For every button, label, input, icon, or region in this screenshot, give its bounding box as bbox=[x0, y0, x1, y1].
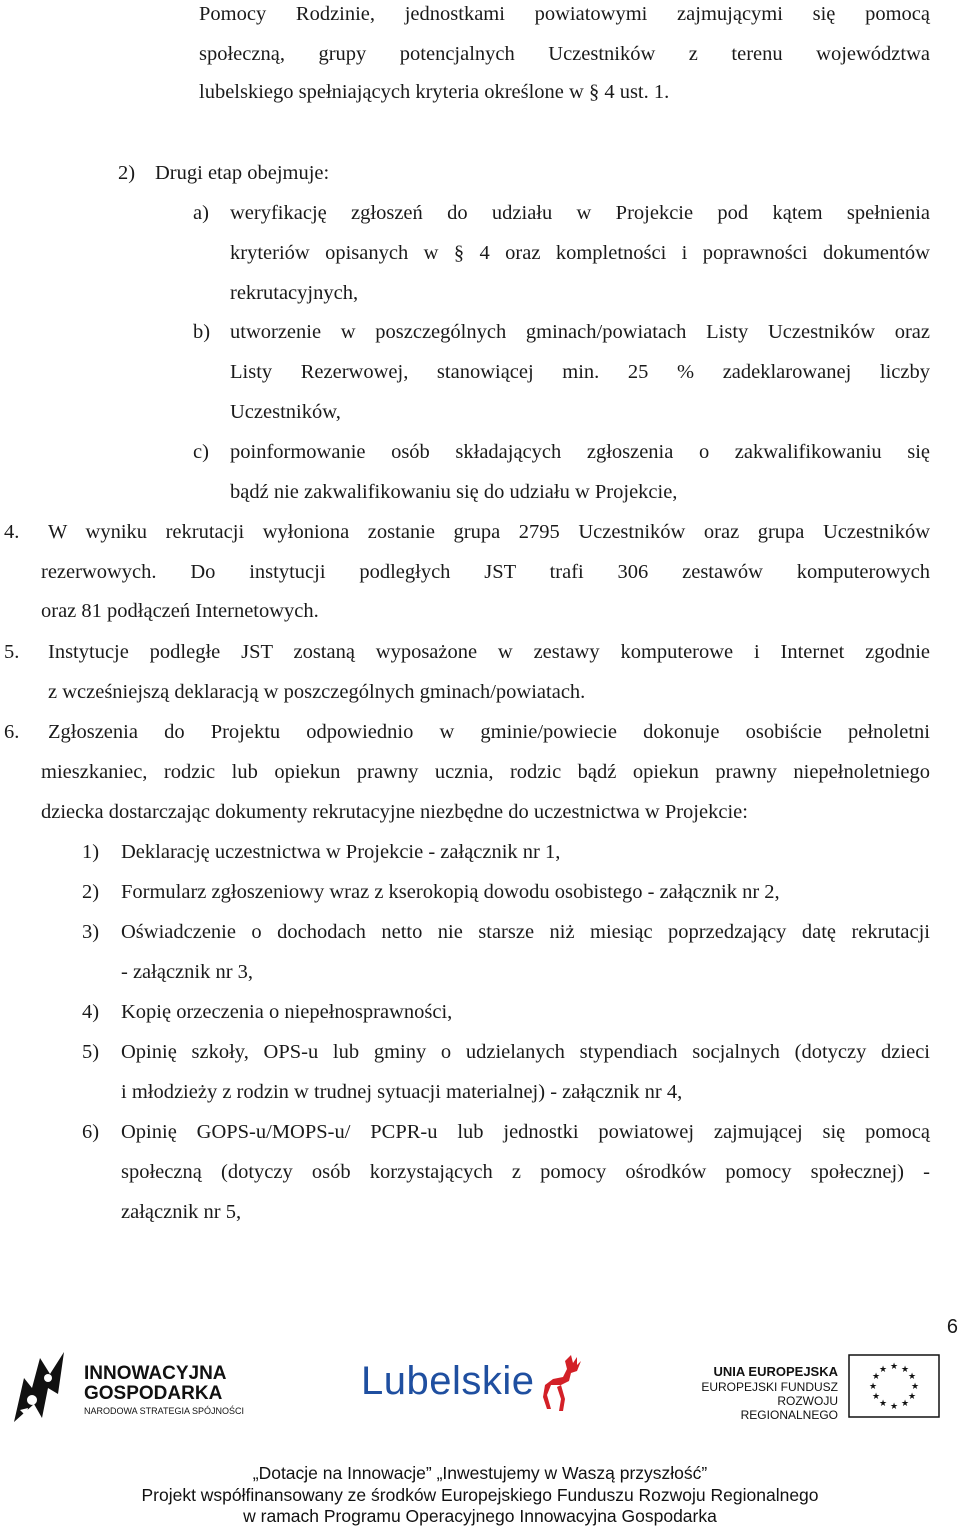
text-line: Oświadczenie o dochodach netto nie starsze niż miesiąc poprzedzający datę rekrutacji bbox=[121, 921, 930, 943]
eu-line2: EUROPEJSKI FUNDUSZ bbox=[701, 1380, 838, 1394]
text-line: W wyniku rekrutacji wyłoniona zostanie grupa 2795 Uczestników oraz grupa Uczestników bbox=[48, 521, 930, 543]
list-letter: c) bbox=[193, 441, 209, 463]
text-line: rekrutacyjnych, bbox=[230, 282, 359, 304]
page-number: 6 bbox=[946, 1316, 958, 1338]
text-line: i młodzieży z rodzin w trudnej sytuacji materialnej) - załącznik nr 4, bbox=[121, 1081, 683, 1103]
text-line: załącznik nr 5, bbox=[121, 1201, 242, 1223]
text-line: utworzenie w poszczególnych gminach/powiatach Listy Uczestników oraz bbox=[230, 321, 930, 343]
text-line: mieszkaniec, rodzic lub opiekun prawny ucznia, rodzic bądź opiekun prawny niepełnoletniego bbox=[41, 761, 930, 783]
list-number: 5. bbox=[4, 641, 20, 663]
svg-text:★: ★ bbox=[907, 1372, 917, 1382]
text-line: Deklarację uczestnictwa w Projekcie - załącznik nr 1, bbox=[121, 841, 561, 863]
eu-line1: UNIA EUROPEJSKA bbox=[713, 1364, 838, 1379]
svg-text:★: ★ bbox=[900, 1365, 910, 1375]
eu-logo bbox=[680, 1350, 950, 1430]
text-line: - załącznik nr 3, bbox=[121, 961, 254, 983]
text-line: poinformowanie osób składających zgłoszenia o zakwalifikowaniu się bbox=[230, 441, 930, 463]
footer-line3: w ramach Programu Operacyjnego Innowacyjna Gospodarka bbox=[243, 1506, 717, 1526]
footer-line1: „Dotacje na Innowacje” „Inwestujemy w Waszą przyszłość” bbox=[252, 1463, 708, 1483]
eu-line3: ROZWOJU REGIONALNEGO bbox=[740, 1394, 838, 1422]
eu-flag-icon bbox=[848, 1354, 940, 1418]
text-line: Listy Rezerwowej, stanowiącej min. 25 % zadeklarowanej liczby bbox=[230, 361, 930, 383]
list-number: 2) bbox=[82, 881, 100, 903]
list-number: 6. bbox=[4, 721, 20, 743]
svg-text:★: ★ bbox=[889, 1362, 899, 1372]
svg-text:★: ★ bbox=[907, 1392, 917, 1402]
list-number: 2) bbox=[118, 162, 136, 184]
ig-emblem-icon bbox=[10, 1348, 68, 1426]
lubelskie-logo bbox=[345, 1345, 595, 1425]
innowacyjna-gospodarka-logo bbox=[6, 1346, 256, 1426]
ig-subtitle: NARODOWA STRATEGIA SPÓJNOŚCI bbox=[84, 1406, 245, 1416]
svg-text:★: ★ bbox=[878, 1399, 888, 1409]
svg-text:★: ★ bbox=[878, 1365, 888, 1375]
list-number: 4) bbox=[82, 1001, 100, 1023]
text-line: rezerwowych. Do instytucji podległych JST trafi 306 zestawów komputerowych bbox=[41, 561, 930, 583]
text-line: społeczną, grupy potencjalnych Uczestników z terenu województwa bbox=[199, 43, 930, 65]
text-line: Zgłoszenia do Projektu odpowiednio w gminie/powiecie dokonuje osobiście pełnoletni bbox=[48, 721, 930, 743]
svg-text:★: ★ bbox=[868, 1382, 878, 1392]
list-number: 3) bbox=[82, 921, 100, 943]
text-line: weryfikację zgłoszeń do udziału w Projekcie pod kątem spełnienia bbox=[230, 202, 930, 224]
section-heading: Drugi etap obejmuje: bbox=[155, 162, 330, 184]
svg-text:★: ★ bbox=[871, 1392, 881, 1402]
text-line: Pomocy Rodzinie, jednostkami powiatowymi zajmującymi się pomocą bbox=[199, 3, 930, 25]
list-number: 4. bbox=[4, 521, 20, 543]
text-line: Kopię orzeczenia o niepełnosprawności, bbox=[121, 1001, 453, 1023]
list-letter: a) bbox=[193, 202, 209, 224]
text-line: Opinię GOPS-u/MOPS-u/ PCPR-u lub jednostki powiatowej zajmującej się pomocą bbox=[121, 1121, 930, 1143]
text-line: oraz 81 podłączeń Internetowych. bbox=[41, 600, 319, 622]
text-line: Formularz zgłoszeniowy wraz z kserokopią dowodu osobistego - załącznik nr 2, bbox=[121, 881, 780, 903]
text-line: Instytucje podległe JST zostaną wyposażone w zestawy komputerowe i Internet zgodnie bbox=[48, 641, 930, 663]
text-line: Opinię szkoły, OPS-u lub gminy o udzielanych stypendiach socjalnych (dotyczy dzieci bbox=[121, 1041, 930, 1063]
deer-icon bbox=[541, 1351, 587, 1417]
text-line: bądź nie zakwalifikowaniu się do udziału w Projekcie, bbox=[230, 481, 678, 503]
text-line: lubelskiego spełniających kryteria określone w § 4 ust. 1. bbox=[199, 81, 670, 103]
list-number: 5) bbox=[82, 1041, 100, 1063]
svg-text:★: ★ bbox=[889, 1402, 899, 1412]
list-number: 6) bbox=[82, 1121, 100, 1143]
text-line: dziecka dostarczając dokumenty rekrutacyjne niezbędne do uczestnictwa w Projekcie: bbox=[41, 801, 748, 823]
lubelskie-wordmark: Lubelskie bbox=[361, 1359, 535, 1403]
ig-title-line2: GOSPODARKA bbox=[84, 1383, 223, 1404]
svg-text:★: ★ bbox=[871, 1372, 881, 1382]
text-line: kryteriów opisanych w § 4 oraz kompletności i poprawności dokumentów bbox=[230, 242, 930, 264]
svg-text:★: ★ bbox=[910, 1382, 920, 1392]
svg-text:★: ★ bbox=[900, 1399, 910, 1409]
text-line: z wcześniejszą deklaracją w poszczególnych gminach/powiatach. bbox=[48, 681, 586, 703]
text-line: Uczestników, bbox=[230, 401, 341, 423]
footer-line2: Projekt współfinansowany ze środków Europejskiego Funduszu Rozwoju Regionalnego bbox=[141, 1485, 819, 1505]
ig-title-line1: INNOWACYJNA bbox=[84, 1363, 227, 1384]
list-letter: b) bbox=[193, 321, 211, 343]
text-line: społeczną (dotyczy osób korzystających z pomocy ośrodków pomocy społecznej) - bbox=[121, 1161, 930, 1183]
list-number: 1) bbox=[82, 841, 100, 863]
